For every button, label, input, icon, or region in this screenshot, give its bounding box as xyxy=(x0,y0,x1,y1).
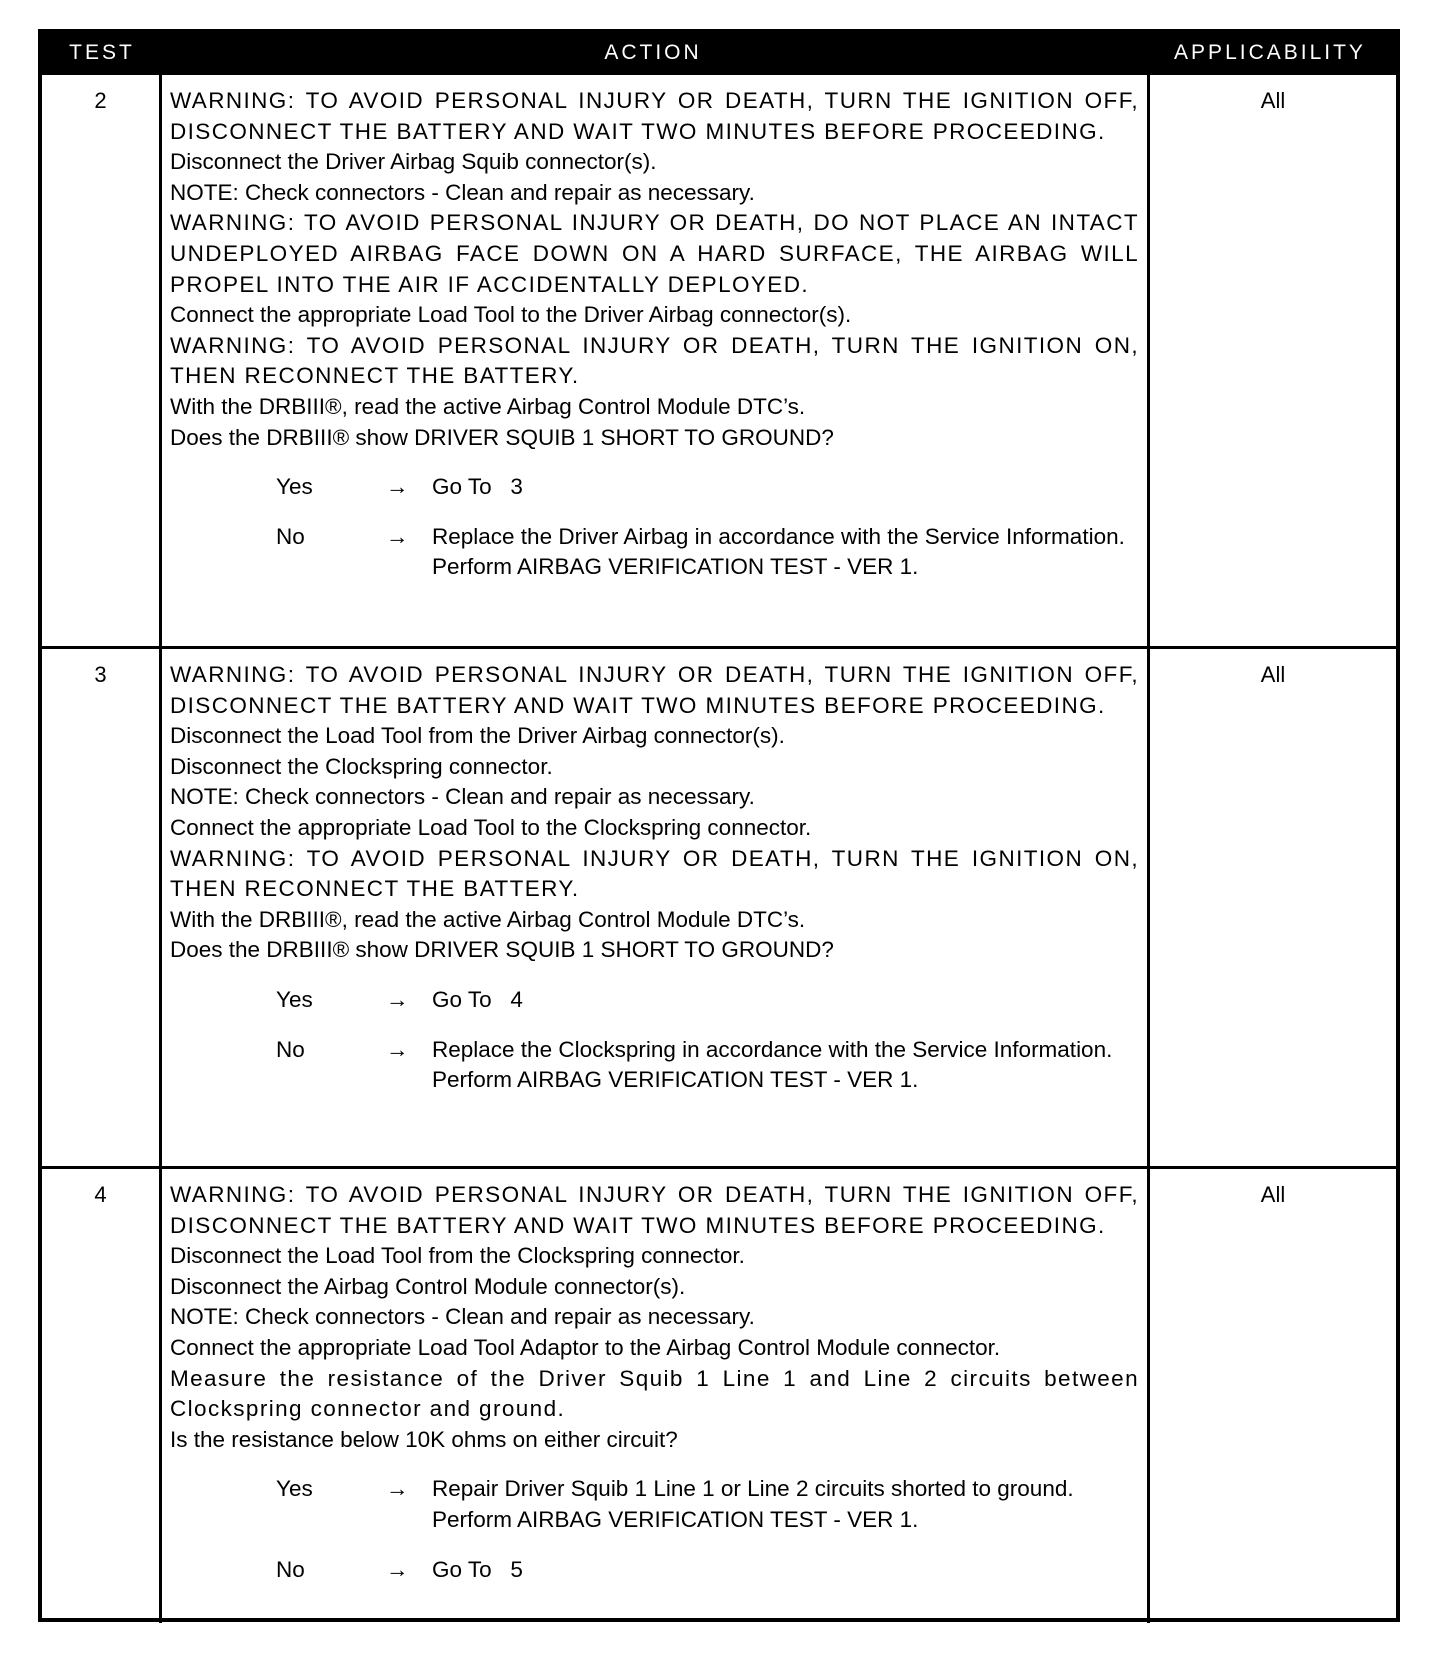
answer-text: Replace the Driver Airbag in accordance with the Service Information. Perform AIRBAG VERIFICATION TEST - VER 1. xyxy=(432,523,1125,580)
action-line: NOTE: Check connectors - Clean and repair as necessary. xyxy=(170,179,755,205)
table-row xyxy=(42,646,1396,1166)
answer-label: No xyxy=(276,1036,305,1062)
action-cell xyxy=(162,75,1147,646)
action-line: NOTE: Check connectors - Clean and repair as necessary. xyxy=(170,1304,755,1330)
diagnostic-table xyxy=(38,29,1400,1622)
table-row xyxy=(42,72,1396,646)
answer-no xyxy=(170,522,1139,583)
test-number: 4 xyxy=(42,1169,162,1623)
action-line: WARNING: TO AVOID PERSONAL INJURY OR DEATH, TURN THE IGNITION OFF, DISCONNECT THE BATTERY AND WAIT TWO MINUTES BEFORE PROCEEDING. xyxy=(170,88,1147,144)
test-number: 3 xyxy=(42,649,162,1166)
answer-text: Repair Driver Squib 1 Line 1 or Line 2 circuits shorted to ground. Perform AIRBAG VERIFICATION TEST - VER 1. xyxy=(432,1476,1074,1532)
answer-label: Yes xyxy=(276,986,313,1012)
action-line: Measure the resistance of the Driver Squib 1 Line 1 and Line 2 circuits between Clockspring connector and ground. xyxy=(170,1365,1147,1422)
arrow-icon: → xyxy=(386,1036,409,1062)
arrow-icon: → xyxy=(386,1556,409,1582)
header-action: ACTION xyxy=(604,41,702,64)
action-line: WARNING: TO AVOID PERSONAL INJURY OR DEATH, TURN THE IGNITION OFF, DISCONNECT THE BATTERY AND WAIT TWO MINUTES BEFORE PROCEEDING. xyxy=(170,1182,1147,1238)
answer-yes xyxy=(170,1474,1139,1535)
action-line: Connect the appropriate Load Tool to the Driver Airbag connector(s). xyxy=(170,302,852,328)
action-line: Does the DRBIII® show DRIVER SQUIB 1 SHORT TO GROUND? xyxy=(170,937,834,963)
answer-label: No xyxy=(276,523,305,549)
answer-text: Replace the Clockspring in accordance with the Service Information. Perform AIRBAG VERIFICATION TEST - VER 1. xyxy=(432,1036,1113,1093)
action-line: Connect the appropriate Load Tool Adaptor to the Airbag Control Module connector. xyxy=(170,1334,1001,1360)
header-applicability: APPLICABILITY xyxy=(1174,41,1366,64)
answer-text: Go To 3 xyxy=(432,474,523,500)
applicability-cell: All xyxy=(1147,1169,1396,1623)
action-line: Disconnect the Load Tool from the Driver Airbag connector(s). xyxy=(170,723,785,749)
applicability-cell: All xyxy=(1147,649,1396,1166)
action-cell xyxy=(162,1169,1147,1623)
action-line: WARNING: TO AVOID PERSONAL INJURY OR DEATH, TURN THE IGNITION ON, THEN RECONNECT THE BATTERY. xyxy=(170,332,1147,389)
header-test: TEST xyxy=(69,41,135,64)
table-header xyxy=(42,33,1396,72)
arrow-icon: → xyxy=(386,523,409,549)
answer-yes xyxy=(170,985,1139,1016)
arrow-icon: → xyxy=(386,474,409,500)
action-cell xyxy=(162,649,1147,1166)
applicability-cell: All xyxy=(1147,75,1396,646)
action-line: Disconnect the Load Tool from the Clockspring connector. xyxy=(170,1243,745,1269)
answer-label: Yes xyxy=(276,1476,313,1502)
action-line: With the DRBIII®, read the active Airbag Control Module DTC’s. xyxy=(170,906,806,932)
answer-label: Yes xyxy=(276,474,313,500)
arrow-icon: → xyxy=(386,986,409,1012)
answer-text: Go To 5 xyxy=(432,1556,523,1582)
action-line: Does the DRBIII® show DRIVER SQUIB 1 SHORT TO GROUND? xyxy=(170,424,834,450)
action-line: WARNING: TO AVOID PERSONAL INJURY OR DEATH, TURN THE IGNITION ON, THEN RECONNECT THE BATTERY. xyxy=(170,845,1147,902)
arrow-icon: → xyxy=(386,1476,409,1502)
action-line: WARNING: TO AVOID PERSONAL INJURY OR DEATH, TURN THE IGNITION OFF, DISCONNECT THE BATTERY AND WAIT TWO MINUTES BEFORE PROCEEDING. xyxy=(170,662,1147,718)
action-line: Disconnect the Airbag Control Module connector(s). xyxy=(170,1273,686,1299)
action-line: Connect the appropriate Load Tool to the Clockspring connector. xyxy=(170,814,812,840)
action-line: Is the resistance below 10K ohms on either circuit? xyxy=(170,1426,678,1452)
test-number: 2 xyxy=(42,75,162,646)
action-line: NOTE: Check connectors - Clean and repair as necessary. xyxy=(170,784,755,810)
answer-text: Go To 4 xyxy=(432,986,523,1012)
action-line: WARNING: TO AVOID PERSONAL INJURY OR DEATH, DO NOT PLACE AN INTACT UNDEPLOYED AIRBAG FACE DOWN ON A HARD SURFACE, THE AIRBAG WILL PROPEL INTO THE AIR IF ACCIDENTALLY DEPLOYED. xyxy=(170,210,1147,297)
action-line: Disconnect the Clockspring connector. xyxy=(170,753,553,779)
answer-no xyxy=(170,1035,1139,1096)
action-line: Disconnect the Driver Airbag Squib connector(s). xyxy=(170,149,657,175)
answer-label: No xyxy=(276,1556,305,1582)
answer-no xyxy=(170,1555,1139,1586)
table-row xyxy=(42,1166,1396,1623)
answer-yes xyxy=(170,472,1139,503)
action-line: With the DRBIII®, read the active Airbag Control Module DTC’s. xyxy=(170,393,806,419)
